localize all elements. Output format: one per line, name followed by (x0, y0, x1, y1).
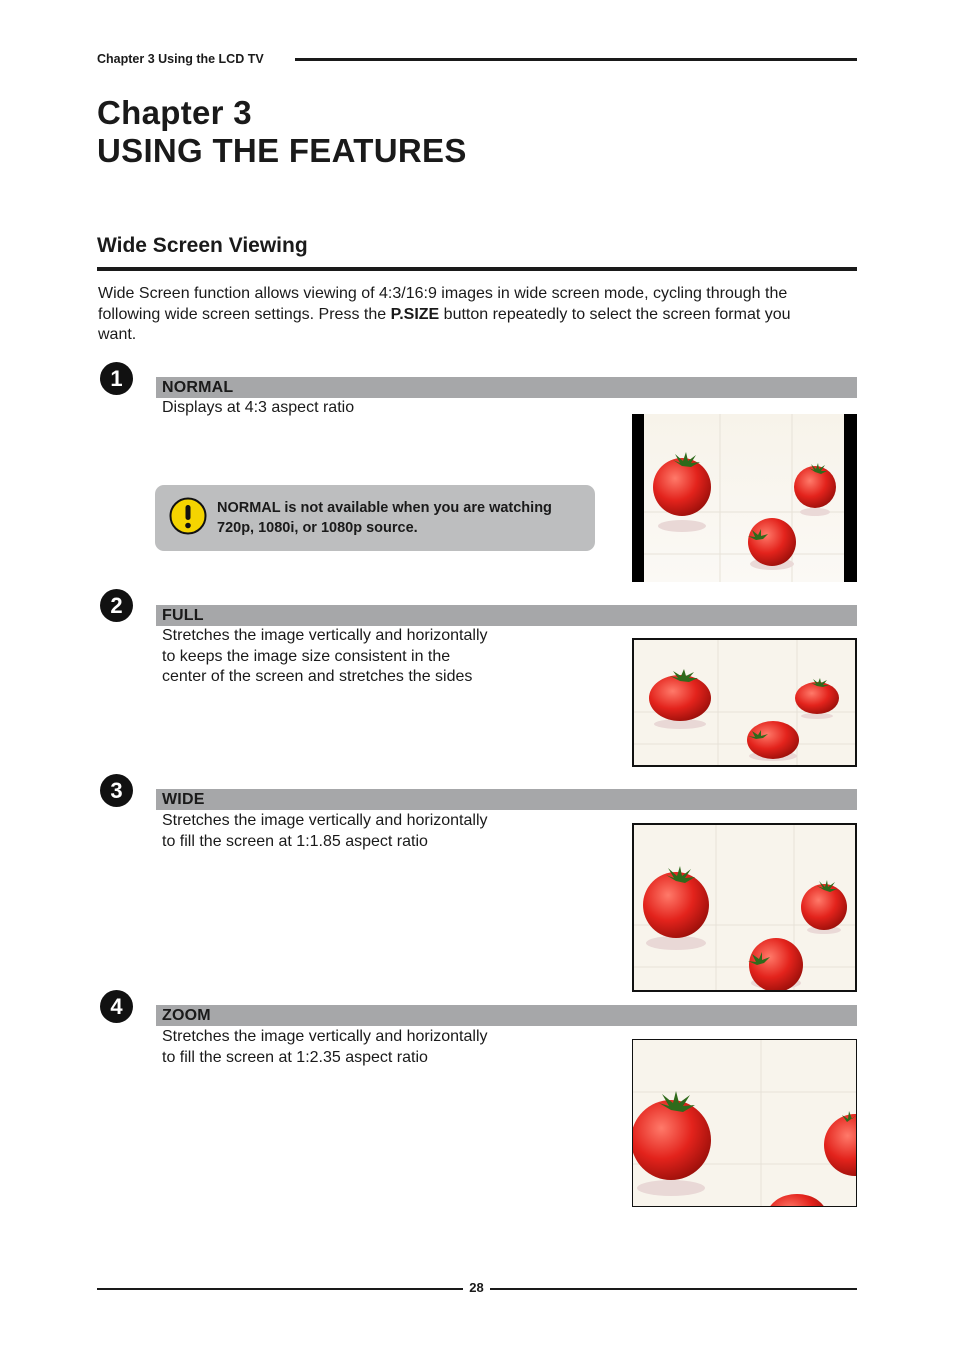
mode-description: Displays at 4:3 aspect ratio (162, 399, 355, 416)
tomato-wide-image (632, 823, 857, 992)
mode-bar-zoom (156, 1005, 857, 1026)
mode-description: Stretches the image vertically and horizontally to fill the screen at 1:1.85 aspect ratio (162, 812, 488, 850)
mode-description: Stretches the image vertically and horizontally to keeps the image size consistent in the center of the screen and stretches the sides (162, 627, 488, 685)
mode-bar-wide (156, 789, 857, 810)
intro-paragraph (98, 284, 818, 346)
notice-box (155, 485, 595, 551)
footer-rule-left (97, 1288, 463, 1290)
step-number-2-icon: 2 (100, 589, 133, 622)
mode-description: Stretches the image vertically and horizontally to fill the screen at 1:2.35 aspect ratio (162, 1028, 488, 1066)
mode-label: NORMAL (162, 379, 234, 396)
tomato-zoom-image (632, 1039, 857, 1207)
tomato-normal-image (632, 414, 857, 582)
mode-label: FULL (162, 607, 204, 624)
chapter-name: USING THE FEATURES (97, 132, 467, 169)
step-number-4-icon: 4 (100, 990, 133, 1023)
footer-rule-right (490, 1288, 857, 1290)
page-number: 28 (469, 1280, 484, 1295)
chapter-title (97, 94, 467, 170)
psize-button-name: P.SIZE (390, 305, 440, 323)
chapter-number: Chapter 3 (97, 94, 252, 131)
caution-icon (169, 497, 207, 535)
running-head: Chapter 3 Using the LCD TV (97, 52, 264, 66)
mode-label: ZOOM (162, 1007, 211, 1024)
section-rule (97, 267, 857, 271)
notice-text: NORMAL is not available when you are watching 720p, 1080i, or 1080p source. (217, 500, 552, 536)
intro-text-end: button repeatedly to select the screen format you want. (98, 305, 791, 343)
tomato-full-image (632, 638, 857, 767)
intro-text-start: Wide Screen function allows viewing of 4:3/16:9 images in wide screen mode, cycling through the following wide screen settings. Press the (98, 285, 788, 323)
step-number-1-icon: 1 (100, 362, 133, 395)
mode-label: WIDE (162, 791, 205, 808)
mode-bar-full (156, 605, 857, 626)
header-rule (295, 58, 857, 61)
section-title: Wide Screen Viewing (97, 234, 308, 257)
step-number-3-icon: 3 (100, 774, 133, 807)
mode-bar-normal (156, 377, 857, 398)
